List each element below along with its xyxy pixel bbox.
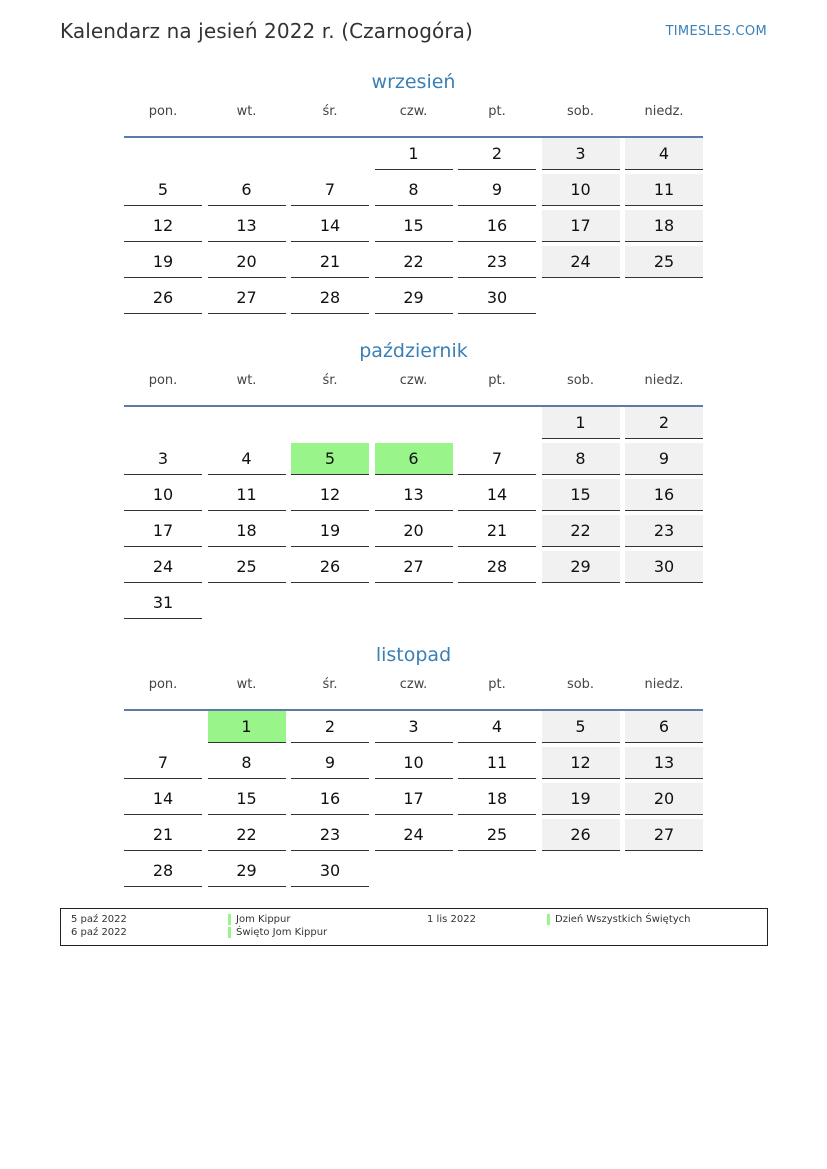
- day-cell: 13: [375, 479, 453, 511]
- day-cell: 10: [124, 479, 202, 511]
- weekday-label: sob.: [566, 677, 595, 692]
- brand-link[interactable]: TIMESLES.COM: [665, 24, 767, 39]
- day-cell: 1: [208, 711, 286, 743]
- day-cell: 30: [625, 551, 703, 583]
- day-cell: 18: [208, 515, 286, 547]
- weekday-label: śr.: [322, 104, 338, 119]
- legend-holiday-name: Święto Jom Kippur: [236, 927, 328, 938]
- month-calendar: [124, 337, 703, 612]
- day-cell: 22: [375, 246, 453, 278]
- weekday-label: czw.: [399, 677, 428, 692]
- day-cell: 4: [625, 138, 703, 170]
- day-cell: 8: [208, 747, 286, 779]
- weekday-label: sob.: [566, 373, 595, 388]
- weekday-label: czw.: [399, 373, 428, 388]
- day-cell: 18: [458, 783, 536, 815]
- day-cell: 2: [625, 407, 703, 439]
- month-name: listopad: [375, 644, 452, 666]
- legend-holiday-name: Jom Kippur: [236, 914, 291, 925]
- day-cell: 21: [124, 819, 202, 851]
- day-cell: 12: [291, 479, 369, 511]
- legend-holiday-name: Dzień Wszystkich Świętych: [555, 914, 691, 925]
- day-cell: 20: [375, 515, 453, 547]
- day-cell: 12: [542, 747, 620, 779]
- day-cell: 15: [208, 783, 286, 815]
- holiday-legend: [60, 908, 768, 946]
- day-cell: 19: [542, 783, 620, 815]
- day-cell: 11: [208, 479, 286, 511]
- day-cell: 17: [124, 515, 202, 547]
- day-cell: 1: [542, 407, 620, 439]
- day-cell: 11: [625, 174, 703, 206]
- day-cell: 30: [291, 855, 369, 887]
- day-cell: 8: [542, 443, 620, 475]
- day-cell: 14: [124, 783, 202, 815]
- day-cell: 14: [458, 479, 536, 511]
- day-cell: 9: [458, 174, 536, 206]
- day-cell: 6: [375, 443, 453, 475]
- day-cell: 18: [625, 210, 703, 242]
- day-cell: 27: [625, 819, 703, 851]
- month-name: październik: [359, 340, 468, 362]
- day-cell: 11: [458, 747, 536, 779]
- day-cell: 24: [542, 246, 620, 278]
- day-cell: 28: [291, 282, 369, 314]
- day-cell: 24: [124, 551, 202, 583]
- day-cell: 12: [124, 210, 202, 242]
- day-cell: 15: [542, 479, 620, 511]
- weekday-label: sob.: [566, 104, 595, 119]
- day-cell: 3: [124, 443, 202, 475]
- weekday-label: pon.: [148, 104, 178, 119]
- day-cell: 13: [625, 747, 703, 779]
- day-cell: 19: [124, 246, 202, 278]
- day-cell: 16: [458, 210, 536, 242]
- weekday-label: niedz.: [644, 104, 684, 119]
- day-cell: 23: [458, 246, 536, 278]
- day-cell: 30: [458, 282, 536, 314]
- day-cell: 10: [542, 174, 620, 206]
- day-cell: 29: [375, 282, 453, 314]
- month-name: wrzesień: [371, 71, 456, 93]
- day-cell: 27: [375, 551, 453, 583]
- day-cell: 25: [625, 246, 703, 278]
- day-cell: 4: [208, 443, 286, 475]
- weekday-label: czw.: [399, 104, 428, 119]
- holiday-marker: [228, 914, 231, 925]
- weekday-label: pon.: [148, 677, 178, 692]
- weekday-label: pon.: [148, 373, 178, 388]
- day-cell: 25: [458, 819, 536, 851]
- day-cell: 17: [542, 210, 620, 242]
- day-cell: 5: [542, 711, 620, 743]
- day-cell: 3: [542, 138, 620, 170]
- weekday-label: pt.: [488, 677, 506, 692]
- day-cell: 31: [124, 587, 202, 619]
- day-cell: 16: [625, 479, 703, 511]
- day-cell: 21: [291, 246, 369, 278]
- day-cell: 24: [375, 819, 453, 851]
- day-cell: 20: [625, 783, 703, 815]
- weekday-header: [124, 675, 703, 705]
- day-cell: 3: [375, 711, 453, 743]
- day-cell: 5: [291, 443, 369, 475]
- day-cell: 2: [458, 138, 536, 170]
- day-cell: 7: [458, 443, 536, 475]
- day-cell: 28: [124, 855, 202, 887]
- weekday-label: wt.: [236, 104, 257, 119]
- day-cell: 16: [291, 783, 369, 815]
- day-cell: 26: [291, 551, 369, 583]
- day-cell: 2: [291, 711, 369, 743]
- day-cell: 29: [542, 551, 620, 583]
- holiday-marker: [547, 914, 550, 925]
- day-cell: 14: [291, 210, 369, 242]
- holiday-marker: [228, 927, 231, 938]
- month-calendar: [124, 68, 703, 307]
- day-cell: 7: [124, 747, 202, 779]
- page-title: Kalendarz na jesień 2022 r. (Czarnogóra): [60, 19, 473, 43]
- day-cell: 15: [375, 210, 453, 242]
- day-cell: 23: [625, 515, 703, 547]
- day-cell: 17: [375, 783, 453, 815]
- weekday-label: niedz.: [644, 677, 684, 692]
- weekday-label: pt.: [488, 104, 506, 119]
- day-cell: 9: [291, 747, 369, 779]
- day-cell: 29: [208, 855, 286, 887]
- day-cell: 27: [208, 282, 286, 314]
- day-cell: 9: [625, 443, 703, 475]
- day-cell: 1: [375, 138, 453, 170]
- weekday-label: śr.: [322, 373, 338, 388]
- legend-date: 5 paź 2022: [71, 914, 127, 925]
- day-cell: 26: [124, 282, 202, 314]
- legend-date: 6 paź 2022: [71, 927, 127, 938]
- day-cell: 6: [208, 174, 286, 206]
- day-cell: 25: [208, 551, 286, 583]
- weekday-label: wt.: [236, 373, 257, 388]
- weekday-label: niedz.: [644, 373, 684, 388]
- day-cell: 4: [458, 711, 536, 743]
- day-cell: 26: [542, 819, 620, 851]
- weekday-header: [124, 371, 703, 401]
- weekday-label: wt.: [236, 677, 257, 692]
- day-cell: 19: [291, 515, 369, 547]
- day-cell: 22: [542, 515, 620, 547]
- day-cell: 10: [375, 747, 453, 779]
- day-cell: 7: [291, 174, 369, 206]
- day-cell: 28: [458, 551, 536, 583]
- month-calendar: [124, 641, 703, 880]
- day-cell: 6: [625, 711, 703, 743]
- day-cell: 22: [208, 819, 286, 851]
- legend-date: 1 lis 2022: [427, 914, 476, 925]
- weekday-header: [124, 102, 703, 132]
- day-cell: 5: [124, 174, 202, 206]
- day-cell: 23: [291, 819, 369, 851]
- day-cell: 20: [208, 246, 286, 278]
- day-cell: 21: [458, 515, 536, 547]
- day-cell: 8: [375, 174, 453, 206]
- day-cell: 13: [208, 210, 286, 242]
- weekday-label: śr.: [322, 677, 338, 692]
- weekday-label: pt.: [488, 373, 506, 388]
